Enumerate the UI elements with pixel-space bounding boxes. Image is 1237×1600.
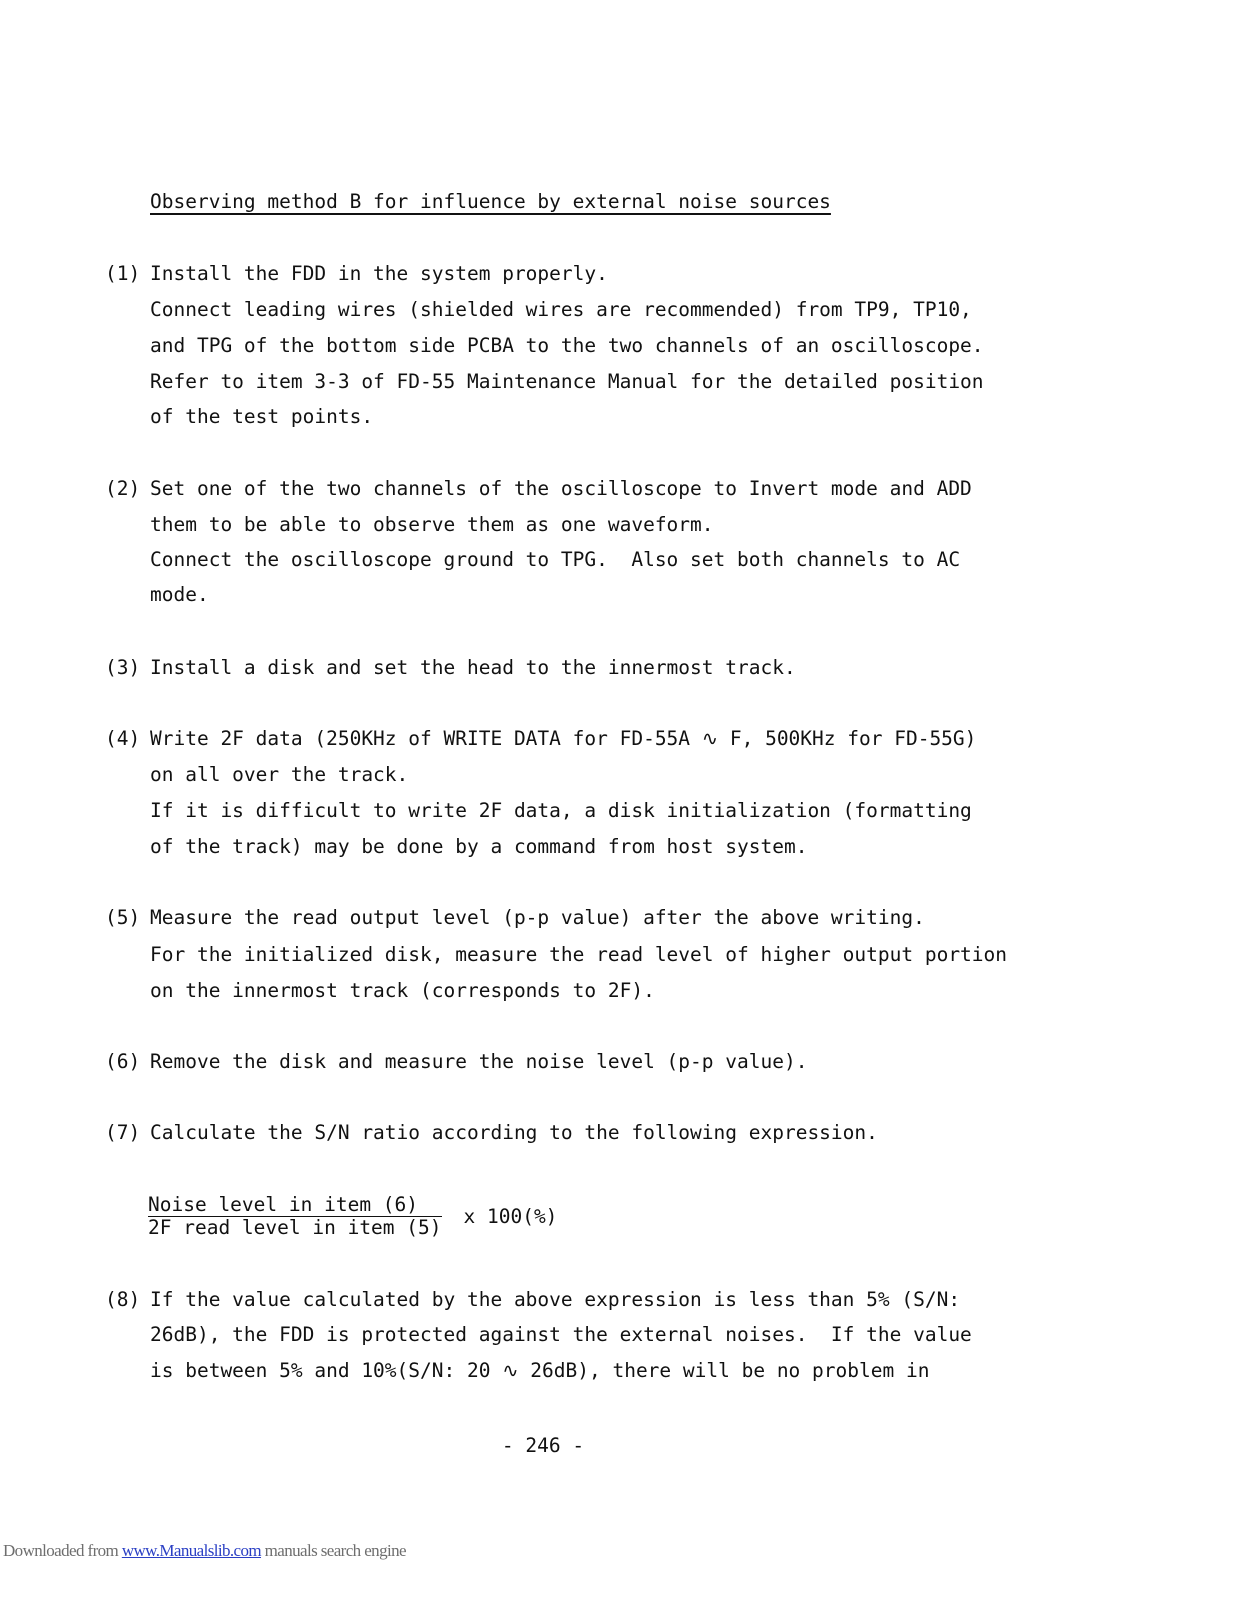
step-6-number: (6) [105, 1050, 141, 1073]
step-4-line-3: If it is difficult to write 2F data, a disk initialization (formatting [150, 799, 972, 822]
step-8-line-3: is between 5% and 10%(S/N: 20 ∿ 26dB), there will be no problem in [150, 1359, 930, 1382]
download-footer [3, 1541, 406, 1561]
step-8-line-1: If the value calculated by the above expression is less than 5% (S/N: [150, 1288, 961, 1311]
step-2-line-2: them to be able to observe them as one waveform. [150, 513, 714, 536]
formula-multiplier: x 100(%) [463, 1204, 558, 1228]
step-4-number: (4) [105, 727, 141, 750]
step-4-line-4: of the track) may be done by a command from host system. [150, 835, 808, 858]
formula-numerator: Noise level in item (6) [148, 1194, 442, 1217]
step-1-line-3: and TPG of the bottom side PCBA to the two channels of an oscilloscope. [150, 334, 984, 357]
footer-prefix: Downloaded from [3, 1541, 122, 1560]
step-1-line-2: Connect leading wires (shielded wires are recommended) from TP9, TP10, [150, 298, 972, 321]
footer-suffix: manuals search engine [261, 1541, 406, 1560]
sn-ratio-formula [148, 1194, 557, 1239]
step-5-line-2: For the initialized disk, measure the read level of higher output portion [150, 943, 1008, 966]
step-6-line-1: Remove the disk and measure the noise level (p-p value). [150, 1050, 808, 1073]
step-1-line-4: Refer to item 3-3 of FD-55 Maintenance Manual for the detailed position [150, 370, 984, 393]
step-7-line-1: Calculate the S/N ratio according to the following expression. [150, 1121, 878, 1144]
step-1-line-1: Install the FDD in the system properly. [150, 262, 608, 285]
step-8-line-2: 26dB), the FDD is protected against the external noises. If the value [150, 1323, 972, 1346]
step-2-line-1: Set one of the two channels of the oscilloscope to Invert mode and ADD [150, 477, 972, 500]
step-5-line-1: Measure the read output level (p-p value) after the above writing. [150, 906, 925, 929]
section-heading: Observing method B for influence by external noise sources [150, 190, 831, 213]
step-4-line-2: on all over the track. [150, 763, 409, 786]
page-number: - 246 - [501, 1434, 585, 1457]
step-3-line-1: Install a disk and set the head to the innermost track. [150, 656, 796, 679]
step-8-number: (8) [105, 1288, 141, 1311]
step-1-number: (1) [105, 262, 141, 285]
manualslib-link[interactable]: www.Manualslib.com [121, 1541, 262, 1560]
step-3-number: (3) [105, 656, 141, 679]
step-7-number: (7) [105, 1121, 141, 1144]
step-4-line-1: Write 2F data (250KHz of WRITE DATA for FD-55A ∿ F, 500KHz for FD-55G) [150, 727, 977, 750]
step-1-line-5: of the test points. [150, 405, 374, 428]
formula-denominator: 2F read level in item (5) [148, 1216, 442, 1239]
step-2-line-4: mode. [150, 583, 209, 606]
step-5-line-3: on the innermost track (corresponds to 2F). [150, 979, 655, 1002]
formula-fraction [148, 1194, 442, 1239]
step-5-number: (5) [105, 906, 141, 929]
step-2-number: (2) [105, 477, 141, 500]
step-2-line-3: Connect the oscilloscope ground to TPG. Also set both channels to AC [150, 548, 961, 571]
